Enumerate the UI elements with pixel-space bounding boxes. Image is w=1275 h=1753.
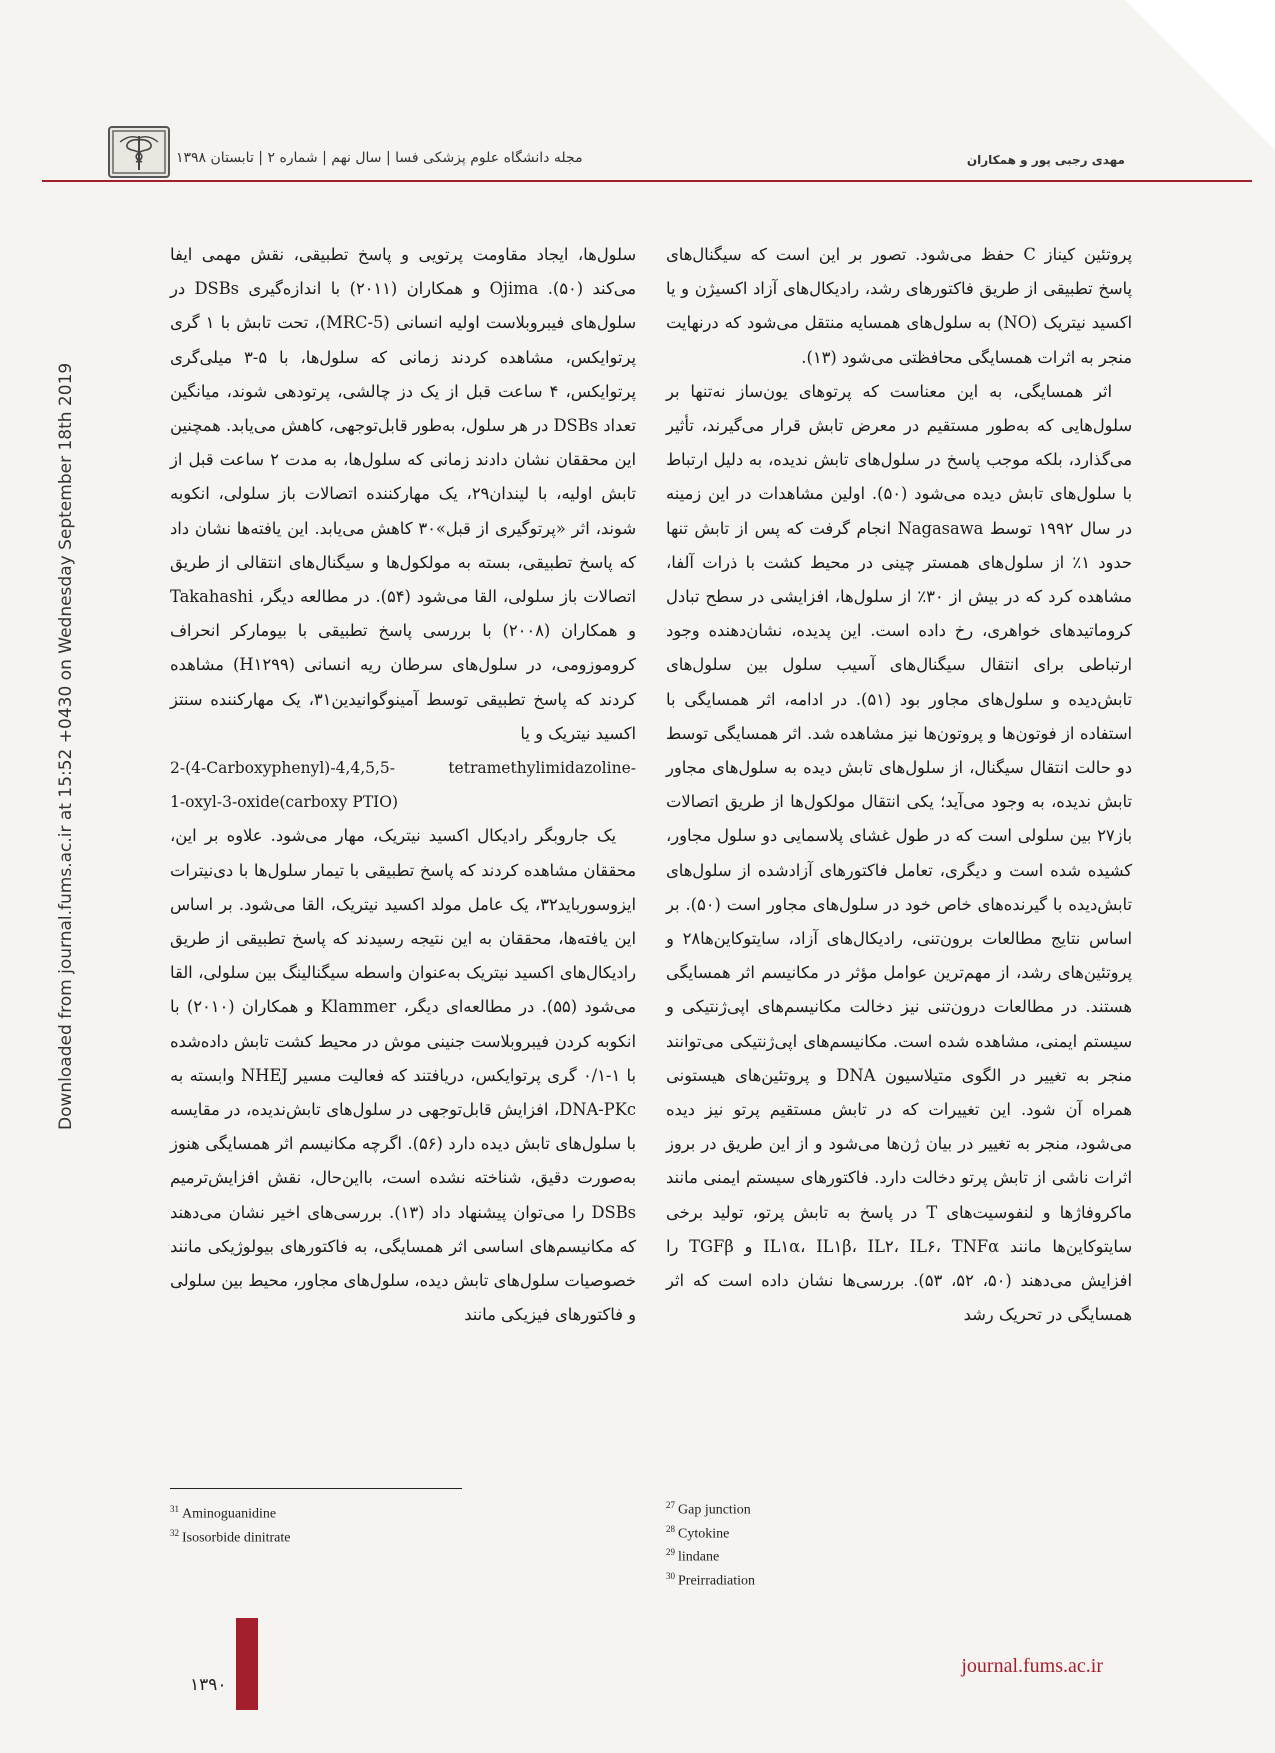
footnote-divider: [170, 1488, 462, 1489]
right-column: [666, 238, 1132, 1333]
footnote: $^{27}$ Gap junction: [666, 1500, 751, 1518]
download-watermark: Downloaded from journal.fums.ac.ir at 15:52 +0430 on Wednesday September 18th 2019: [56, 362, 76, 1130]
footnotes-left: [170, 1500, 290, 1547]
journal-header-info: مجله دانشگاه علوم پزشکی فسا | سال نهم | شماره ۲ | تابستان ۱۳۹۸: [176, 150, 583, 166]
footnote: $^{29}$ lindane: [666, 1547, 720, 1565]
left-column: [170, 238, 636, 1333]
chemical-name-line: 1-oxyl-3-oxide(carboxy PTIO): [170, 793, 399, 812]
footnote: $^{32}$ Isosorbide dinitrate: [170, 1527, 291, 1546]
journal-url: journal.fums.ac.ir: [961, 1655, 1103, 1677]
footnote: $^{30}$ Preirradiation: [666, 1570, 755, 1589]
header-divider: [42, 180, 1252, 182]
paragraph: اثر همسایگی، به این معناست که پرتوهای یون‌ساز نه‌تنها بر سلول‌هایی که به‌طور مستقیم در معرض تابش قرار می‌گیرند، تأثیر می‌گذارد، بلکه موجب پاسخ در سلول‌های تابش ندیده، به دلیل ارتباط با سلول‌های تابش دیده می‌شود (۵۰). اولین مشاهدات در این زمینه در سال ۱۹۹۲ توسط Nagasawa انجام گرفت که پس از تابش تنها حدود ۱٪ از سلول‌های همستر چینی در محیط کشت با ذرات آلفا، مشاهده کرد که در بیش از ۳۰٪ از سلول‌ها، افزایشی در سطح تبادل کروماتیدهای خواهری، رخ داده است. این پدیده، نشان‌دهنده وجود ارتباطی برای انتقال سیگنال‌های آسیب سلول بین سلول‌های تابش‌دیده و سلول‌های مجاور بود (۵۱). در ادامه، اثر همسایگی با استفاده از فوتون‌ها و پروتون‌ها نیز مشاهده شد. اثر همسایگی توسط دو حالت انتقال سیگنال، از سلول‌های تابش دیده به سلول‌های مجاور تابش ندیده، به وجود می‌آید؛ یکی انتقال مولکول‌ها از طریق اتصالات باز۲۷ بین سلولی است که در طول غشای پلاسمایی دو سلول مجاور، کشیده شده است و دیگری، تعامل فاکتورهای آزادشده از سلول‌های تابش‌دیده با گیرنده‌های خاص خود در سلول‌های مجاور است (۵۰). بر اساس نتایج مطالعات برون‌تنی، رادیکال‌های آزاد، سایتوکاین‌ها۲۸ و پروتئین‌های رشد، از مهم‌ترین عوامل مؤثر در مکانیسم اثر همسایگی هستند. در مطالعات درون‌تنی نیز دخالت مکانیسم‌های اپی‌ژنتیکی و سیستم ایمنی، مشاهده شده است. مکانیسم‌های اپی‌ژنتیکی می‌توانند منجر به تغییر در الگوی متیلاسیون DNA و پروتئین‌های هیستونی همراه آن شود. این تغییرات که در تابش مستقیم پرتو نیز دیده می‌شود، منجر به تغییر در بیان ژن‌ها می‌شود و از این طریق در بروز اثرات ناشی از تابش پرتو دخالت دارد. فاکتورهای سیستم ایمنی مانند ماکروفاژها و لنفوسیت‌های T در پاسخ به تابش پرتو، تولید برخی سایتوکاین‌ها مانند IL۱α، IL۱β، IL۲، IL۶، TNFα و TGFβ را افزایش می‌دهند (۵۰، ۵۲، ۵۳). بررسی‌ها نشان داده است که اثر همسایگی در تحریک رشد: [666, 381, 1132, 1325]
journal-logo: [108, 126, 170, 178]
paragraph: سلول‌ها، ایجاد مقاومت پرتویی و پاسخ تطبیقی، نقش مهمی ایفا می‌کند (۵۰). Ojima و همکاران (۲۰۱۱) با اندازه‌گیری DSBs در سلول‌های فیبروبلاست اولیه انسانی (MRC-5)، تحت تابش با ۱ گری پرتوایکس، مشاهده کردند زمانی که سلول‌ها، با ۵-۳ میلی‌گری پرتوایکس، ۴ ساعت قبل از یک دز چالشی، پرتودهی شوند، میانگین تعداد DSBs در هر سلول، به‌طور قابل‌توجهی، کاهش می‌یابد. همچنین این محققان نشان دادند زمانی که سلول‌ها، به مدت ۲ ساعت قبل از تابش اولیه، با لیندان۲۹، یک مهارکننده اتصالات باز سلولی، انکوبه شوند، اثر «پرتوگیری از قبل»۳۰ کاهش می‌یابد. این یافته‌ها نشان داد که پاسخ تطبیقی، بسته به مولکول‌ها و سیگنال‌های انتقالی از طریق اتصالات باز سلولی، القا می‌شود (۵۴). در مطالعه دیگر، Takahashi و همکاران (۲۰۰۸) با بررسی پاسخ تطبیقی با بیومارکر انحراف کروموزومی، در سلول‌های سرطان ریه انسانی (H۱۲۹۹) مشاهده کردند که پاسخ تطبیقی توسط آمینوگوانیدین۳۱، یک مهارکننده سنتز اکسید نیتریک و یا: [170, 245, 637, 743]
running-author: مهدی رجبی پور و همکاران: [966, 153, 1125, 167]
footnote: $^{31}$ Aminoguanidine: [170, 1504, 277, 1522]
page-number: ۱۳۹۰: [190, 1675, 227, 1695]
footnotes-right: [666, 1496, 755, 1591]
footnote: $^{28}$ Cytokine: [666, 1523, 730, 1542]
folded-corner: [1125, 0, 1275, 150]
paragraph: یک جاروبگر رادیکال اکسید نیتریک، مهار می‌شود. علاوه بر این، محققان مشاهده کردند که پاسخ تطبیقی با تیمار سلول‌ها با دی‌نیترات ایزوسورباید۳۲، یک عامل مولد اکسید نیتریک، القا می‌شود. بر اساس این یافته‌ها، محققان به این نتیجه رسیدند که پاسخ تطبیقی از طریق رادیکال‌های اکسید نیتریک به‌عنوان واسطه سیگنالینگ بین سلولی، القا می‌شود (۵۵). در مطالعه‌ای دیگر، Klammer و همکاران (۲۰۱۰) با انکوبه کردن فیبروبلاست جنینی موش در محیط کشت تابش داده‌شده با ۱-۰/۱ گری پرتوایکس، دریافتند که فعالیت مسیر NHEJ وابسته به DNA-PKc، افزایش قابل‌توجهی در سلول‌های تابش‌ندیده، در مقایسه با سلول‌های تابش دیده دارد (۵۶). اگرچه مکانیسم اثر همسایگی هنوز به‌صورت دقیق، شناخته نشده است، بااین‌حال، نقش افزایش‌ترمیم DSBs را می‌توان پیشنهاد داد (۱۳). بررسی‌های اخیر نشان می‌دهند که مکانیسم‌های اساسی اثر همسایگی، به فاکتورهای بیولوژیکی مانند خصوصیات سلول‌های تابش دیده، سلول‌های مجاور، محیط بین سلولی و فاکتورهای فیزیکی مانند: [170, 826, 637, 1325]
chemical-name-line: 2-(4-Carboxyphenyl)-4,4,5,5- tetramethylimidazoline-: [170, 759, 636, 778]
caduceus-logo-icon: [110, 128, 168, 176]
paragraph: پروتئین کیناز C حفظ می‌شود. تصور بر این است که سیگنال‌های پاسخ تطبیقی از طریق فاکتورهای رشد، رادیکال‌های آزاد اکسیژن و یا اکسید نیتریک (NO) به سلول‌های همسایه منتقل می‌شود که درنهایت منجر به اثرات همسایگی محافظتی می‌شود (۱۳).: [666, 245, 1132, 367]
footer-accent-bar: [236, 1618, 258, 1710]
